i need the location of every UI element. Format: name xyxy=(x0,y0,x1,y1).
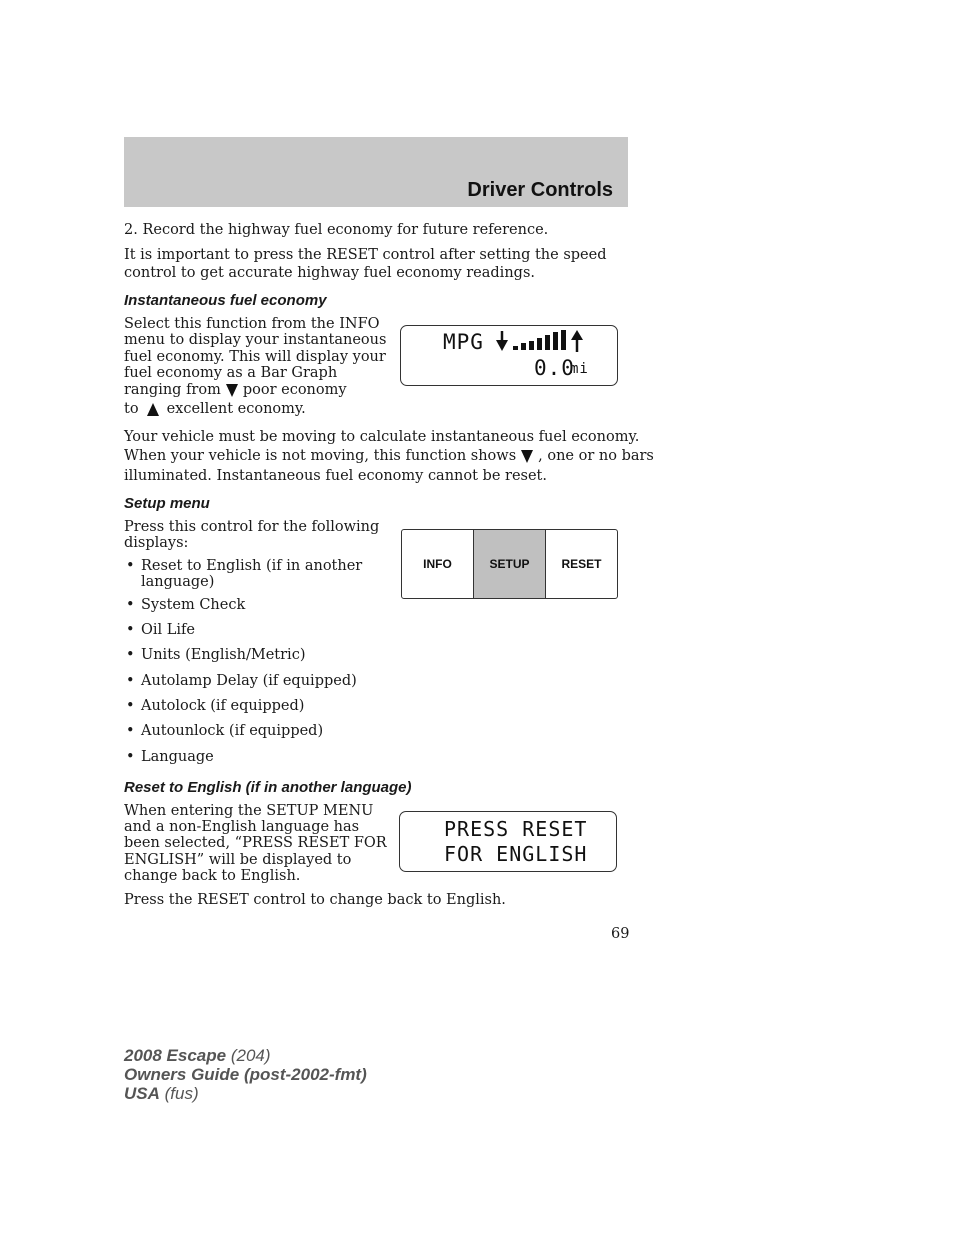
footer-model: 2008 Escape xyxy=(124,1046,227,1065)
down-arrow-icon xyxy=(226,384,238,397)
instant-para2-line-1: Your vehicle must be moving to calculate instantaneous fuel economy. xyxy=(124,429,640,445)
control-button-panel xyxy=(401,529,618,599)
heading-instantaneous-fuel-economy: Instantaneous fuel economy xyxy=(124,292,327,309)
mpg-value: 0.0 xyxy=(534,356,575,380)
reset-line-1: When entering the SETUP MENU xyxy=(124,803,374,819)
reset-line-4: ENGLISH” will be displayed to xyxy=(124,852,352,868)
footer-market-code: (fus) xyxy=(164,1084,199,1103)
setup-line-1: Press this control for the following xyxy=(124,519,380,535)
instant-line-2: menu to display your instantaneous xyxy=(124,332,387,348)
not-moving-text: When your vehicle is not moving, this function shows xyxy=(124,448,517,464)
mpg-unit: mi xyxy=(570,361,589,377)
poor-economy-text: poor economy xyxy=(242,382,347,398)
mpg-label: MPG xyxy=(443,330,484,354)
instant-line-6 xyxy=(124,401,306,418)
ranging-from-text: ranging from xyxy=(124,382,221,398)
to-text: to xyxy=(124,401,139,417)
down-arrow-icon xyxy=(521,450,533,463)
heading-setup-menu: Setup menu xyxy=(124,495,210,512)
display-line-1: PRESS RESET xyxy=(444,817,588,841)
instant-line-4: fuel economy as a Bar Graph xyxy=(124,365,338,381)
setup-line-2: displays: xyxy=(124,535,189,551)
page-number: 69 xyxy=(611,926,630,942)
reset-line-3: been selected, “PRESS RESET FOR xyxy=(124,835,387,851)
up-arrow-icon xyxy=(147,403,159,416)
reset-line-5: change back to English. xyxy=(124,868,301,884)
section-header-bar xyxy=(124,137,628,207)
bar-graph-icon xyxy=(493,329,583,355)
footer-model-code: (204) xyxy=(230,1046,271,1065)
footer-market: USA xyxy=(124,1084,160,1103)
heading-reset-to-english: Reset to English (if in another language) xyxy=(124,779,412,796)
display-line-2: FOR ENGLISH xyxy=(444,842,588,866)
instant-line-1: Select this function from the INFO xyxy=(124,316,380,332)
setup-button[interactable]: SETUP xyxy=(474,530,546,598)
document-footer xyxy=(124,1046,367,1103)
instant-line-5 xyxy=(124,382,347,399)
press-reset-display xyxy=(399,811,617,872)
excellent-economy-text: excellent economy. xyxy=(166,401,306,417)
info-button[interactable]: INFO xyxy=(402,530,474,598)
reset-line-2: and a non-English language has xyxy=(124,819,360,835)
section-title: Driver Controls xyxy=(467,179,613,201)
one-or-no-bars-text: , one or no bars xyxy=(538,448,654,464)
reset-button[interactable]: RESET xyxy=(561,557,602,571)
reset-para-2: Press the RESET control to change back to English. xyxy=(124,892,506,908)
instant-line-3: fuel economy. This will display your xyxy=(124,349,386,365)
instant-para2-line-3: illuminated. Instantaneous fuel economy cannot be reset. xyxy=(124,468,547,484)
instant-para2-line-2 xyxy=(124,448,654,465)
intro-para-line-2: control to get accurate highway fuel economy readings. xyxy=(124,265,535,281)
mpg-display xyxy=(400,325,618,386)
intro-step-2: 2. Record the highway fuel economy for future reference. xyxy=(124,222,549,238)
intro-para-line-1: It is important to press the RESET control after setting the speed xyxy=(124,247,607,263)
footer-guide: Owners Guide (post-2002-fmt) xyxy=(124,1065,367,1084)
